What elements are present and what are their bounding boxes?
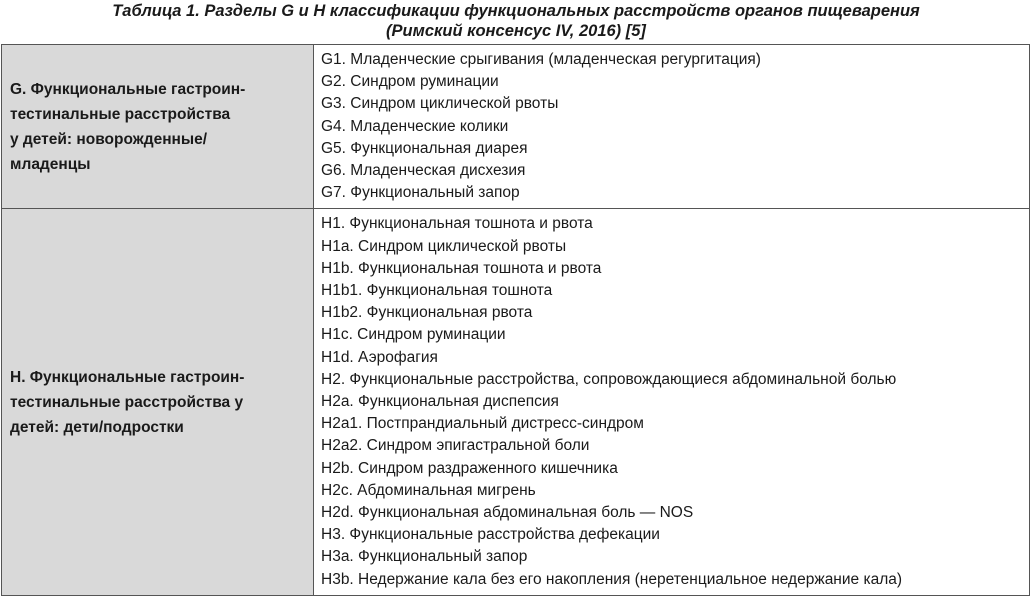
section-cell-h xyxy=(2,209,314,595)
list-item: G5. Функциональная диарея xyxy=(321,139,528,157)
list-item: H1. Функциональная тошнота и рвота xyxy=(321,215,593,233)
caption-line-1: Таблица 1. Разделы G и H классификации функциональных расстройств органов пищеварения xyxy=(112,2,920,20)
caption-line-2: (Римский консенсус IV, 2016) [5] xyxy=(386,22,646,40)
section-line: H. Функциональные гастроин- xyxy=(10,368,245,386)
table-body xyxy=(2,45,1030,596)
section-line: младенцы xyxy=(10,155,91,173)
list-item: H2. Функциональные расстройства, сопровождающиеся абдоминальной болью xyxy=(321,370,897,388)
list-item: G3. Синдром циклической рвоты xyxy=(321,95,559,113)
table-row-g xyxy=(2,45,1030,209)
list-item: G4. Младенческие колики xyxy=(321,117,509,135)
classification-table xyxy=(1,44,1030,596)
list-item: H3a. Функциональный запор xyxy=(321,548,528,566)
section-line: G. Функциональные гастроин- xyxy=(10,80,246,98)
list-item: H3b. Недержание кала без его накопления (неретенциальное недержание кала) xyxy=(321,570,903,588)
list-item: H1d. Аэрофагия xyxy=(321,348,438,366)
list-item: H1b2. Функциональная рвота xyxy=(321,304,533,322)
list-item: G1. Младенческие срыгивания (младенческая регургитация) xyxy=(321,51,761,68)
section-line: тестинальные расстройства xyxy=(10,105,231,123)
list-item: G7. Функциональный запор xyxy=(321,184,520,202)
list-item: H2d. Функциональная абдоминальная боль — NOS xyxy=(321,504,694,522)
list-item: G2. Синдром руминации xyxy=(321,73,499,91)
section-line: у детей: новорожденные/ xyxy=(10,130,208,148)
section-line: детей: дети/подростки xyxy=(10,418,184,436)
list-item: G6. Младенческая дисхезия xyxy=(321,162,526,180)
list-item: H1b1. Функциональная тошнота xyxy=(321,282,553,300)
table-row-h xyxy=(2,209,1030,595)
list-item: H2a2. Синдром эпигастральной боли xyxy=(321,437,590,455)
list-item: H3. Функциональные расстройства дефекации xyxy=(321,526,660,544)
list-item: H1a. Синдром циклической рвоты xyxy=(321,237,567,255)
list-item: H1b. Функциональная тошнота и рвота xyxy=(321,259,602,277)
list-item: H2a1. Постпрандиальный дистресс-синдром xyxy=(321,415,644,433)
list-item: H2a. Функциональная диспепсия xyxy=(321,393,559,411)
items-cell-h xyxy=(314,209,1030,595)
section-line: тестинальные расстройства у xyxy=(10,393,244,411)
section-cell-g xyxy=(2,45,314,209)
list-item: H2b. Синдром раздраженного кишечника xyxy=(321,459,618,477)
list-item: H1c. Синдром руминации xyxy=(321,326,506,344)
items-cell-g xyxy=(314,45,1030,209)
table-caption xyxy=(0,0,1032,42)
list-item: H2c. Абдоминальная мигрень xyxy=(321,481,536,499)
